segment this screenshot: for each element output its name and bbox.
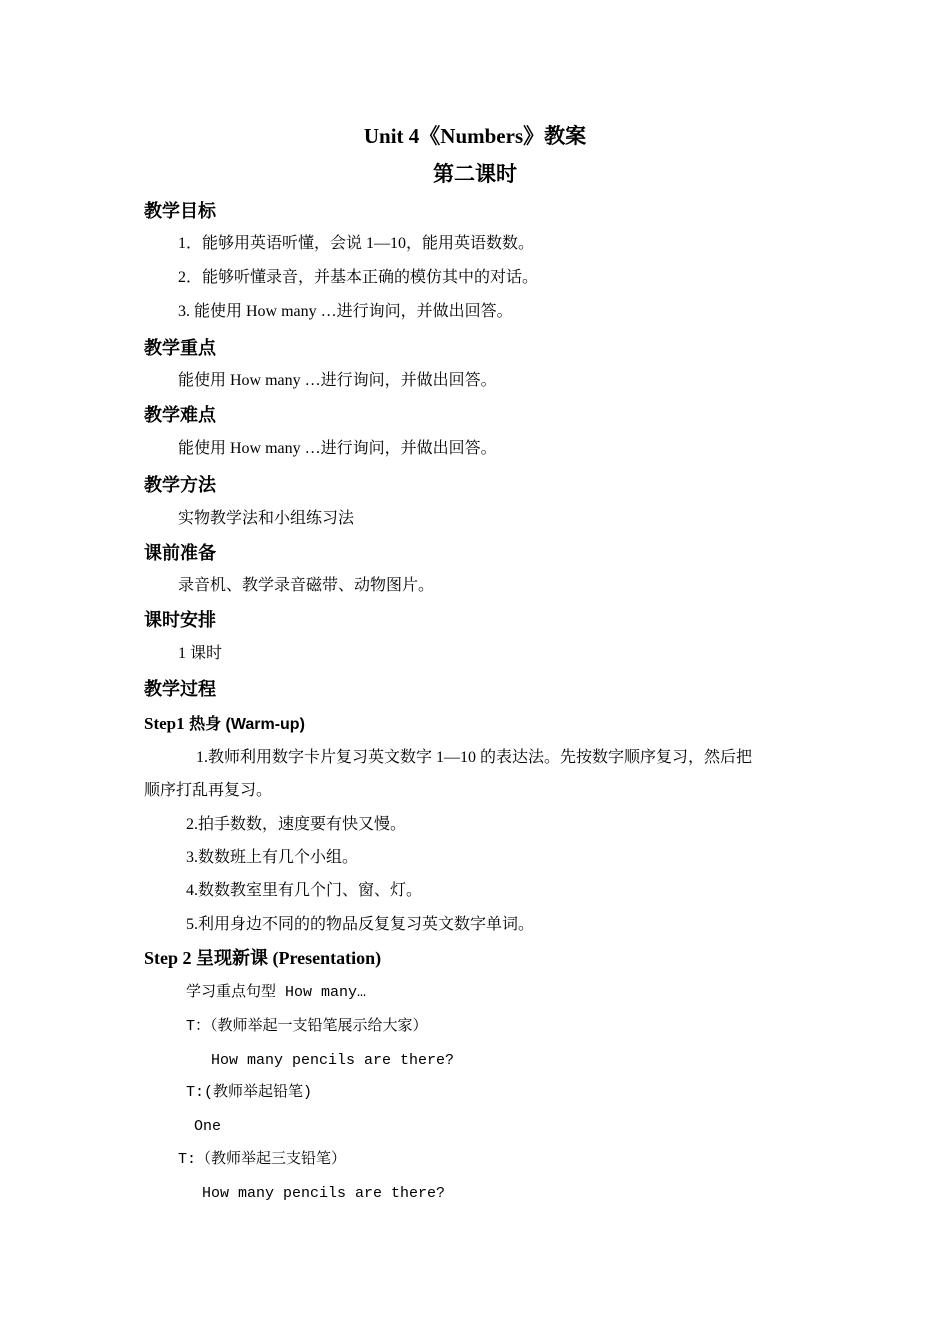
step1-label-rest: 热身 (Warm-up) xyxy=(184,716,305,733)
methods-heading: 教学方法 xyxy=(144,475,216,495)
goal-item-2: 2．能够听懂录音，并基本正确的模仿其中的对话。 xyxy=(178,269,539,286)
step2-line-3: How many pencils are there? xyxy=(211,1052,455,1069)
goals-heading: 教学目标 xyxy=(144,201,216,221)
step1-item-3: 3.数数班上有几个小组。 xyxy=(186,849,359,866)
step2-line-4: T:(教师举起铅笔) xyxy=(186,1084,313,1101)
step1-item-1-line-2: 顺序打乱再复习。 xyxy=(144,782,273,799)
document-subtitle: 第二课时 xyxy=(433,162,517,186)
step2-line-7: How many pencils are there? xyxy=(202,1185,446,1202)
preparation-text: 录音机、教学录音磁带、动物图片。 xyxy=(178,577,435,594)
step2-line-1: 学习重点句型 How many… xyxy=(186,984,367,1001)
step1-item-5: 5.利用身边不同的的物品反复复习英文数字单词。 xyxy=(186,916,535,933)
step1-item-1-line-1: 1.教师利用数字卡片复习英文数字 1—10 的表达法。先按数字顺序复习，然后把 xyxy=(196,749,753,766)
schedule-heading: 课时安排 xyxy=(144,610,216,630)
document-title: Unit 4《Numbers》教案 xyxy=(363,124,587,148)
difficulties-text: 能使用 How many …进行询问，并做出回答。 xyxy=(178,440,497,457)
preparation-heading: 课前准备 xyxy=(144,543,216,563)
step1-item-4: 4.数数教室里有几个门、窗、灯。 xyxy=(186,882,423,899)
schedule-text: 1 课时 xyxy=(178,645,223,662)
methods-text: 实物教学法和小组练习法 xyxy=(178,510,355,527)
step1-item-2: 2.拍手数数，速度要有快又慢。 xyxy=(186,816,407,833)
step1-heading xyxy=(144,713,305,736)
key-points-text: 能使用 How many …进行询问，并做出回答。 xyxy=(178,372,497,389)
step2-line-2: T：（教师举起一支铅笔展示给大家） xyxy=(186,1018,428,1035)
goal-item-1: 1．能够用英语听懂，会说 1—10，能用英语数数。 xyxy=(178,235,535,252)
key-points-heading: 教学重点 xyxy=(144,338,216,358)
process-heading: 教学过程 xyxy=(144,679,216,699)
step2-line-5: One xyxy=(194,1118,222,1135)
step2-heading: Step 2 呈现新课 (Presentation) xyxy=(144,948,382,968)
goal-item-3: 3. 能使用 How many …进行询问，并做出回答。 xyxy=(178,303,513,320)
difficulties-heading: 教学难点 xyxy=(144,405,216,425)
step2-line-6: T:（教师举起三支铅笔） xyxy=(178,1151,347,1168)
step1-label-bold: Step1 xyxy=(144,714,185,733)
